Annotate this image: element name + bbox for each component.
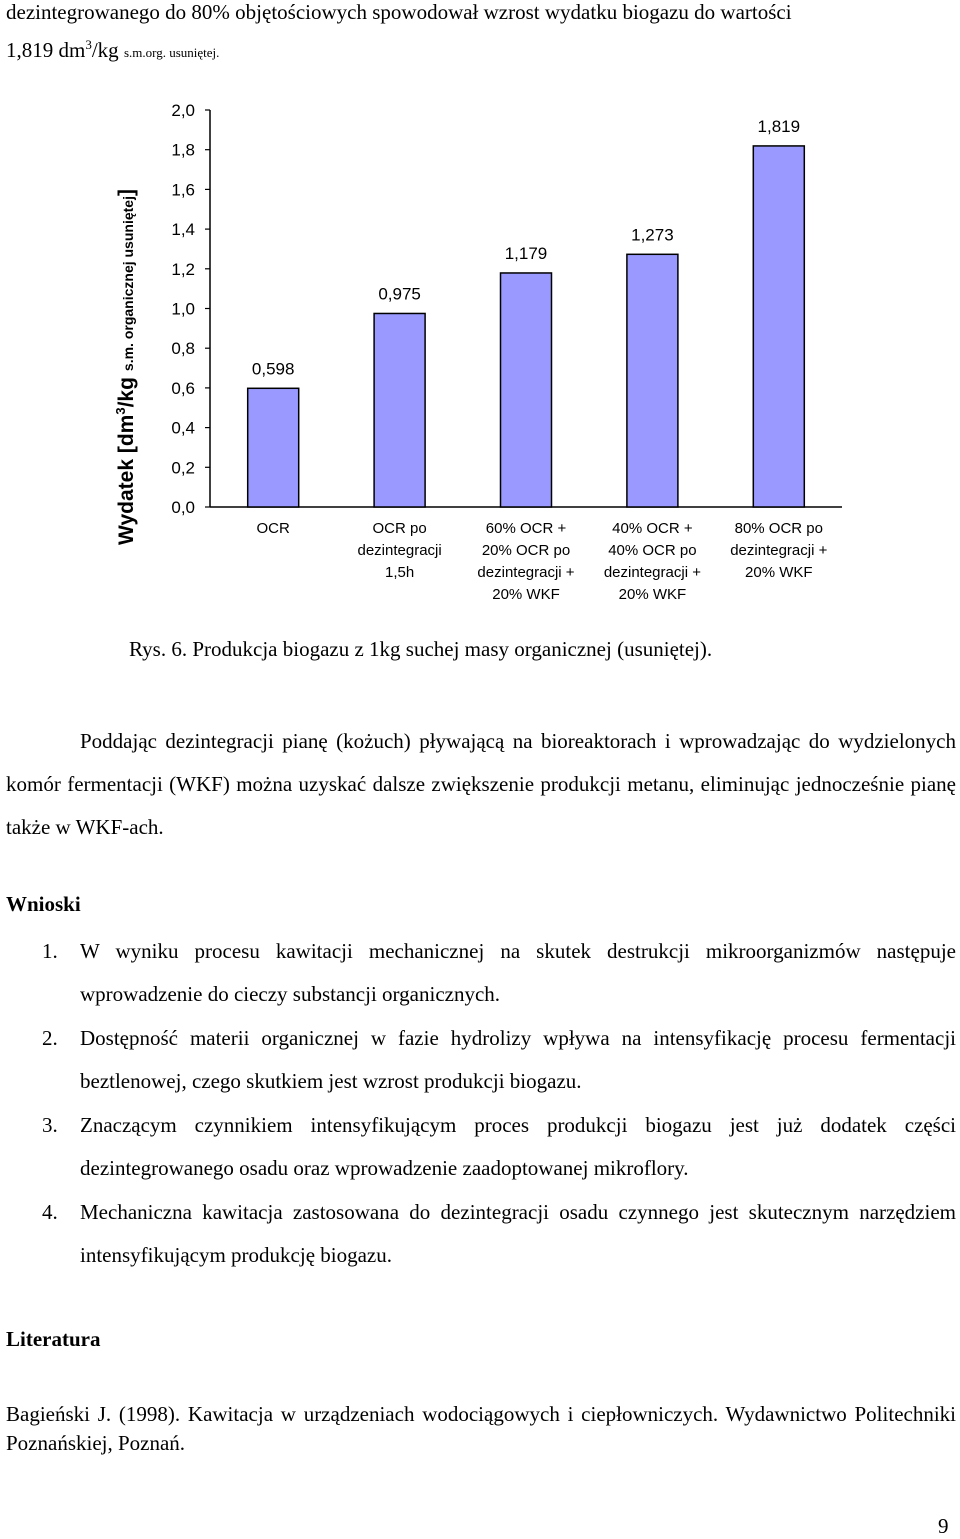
x-category-label: 20% WKF [745,564,813,581]
x-category-label: 80% OCR po [734,520,823,537]
conclusion-number: 2. [42,1026,58,1050]
x-category-label: 20% WKF [618,586,687,603]
unit-superscript: 3 [85,37,92,52]
literature-heading: Literatura [6,1327,101,1351]
bar [374,313,425,507]
y-axis-title-main: Wydatek [dm [115,414,138,545]
conclusion-text: Mechaniczna kawitacja zastosowana do dezintegracji osadu czynnego jest skutecznym narzędziem intensyfikującym produkcję biogazu. [80,1200,956,1267]
bar [501,273,552,507]
bar-value-label: 0,975 [378,284,421,304]
x-category-label: 40% OCR po [608,542,697,559]
y-axis-title-unit: /kg [115,377,138,408]
y-tick-label: 1,0 [171,299,195,319]
bar [753,146,804,507]
x-category-label: 20% OCR po [481,542,571,559]
paragraph-text: Poddając dezintegracji pianę (kożuch) pływającą na bioreaktorach i wprowadzając do wydzielonych komór fermentacji (WKF) można uzyskać dalsze zwiększenie produkcji metanu, eliminując jednocześnie pianę także w WKF-ach. [6,729,956,839]
conclusion-item [6,1017,956,1103]
bar-value-label: 1,273 [631,225,674,245]
conclusion-text: W wyniku procesu kawitacji mechanicznej na skutek destrukcji mikroorganizmów następuje wprowadzenie do cieczy substancji organicznych. [80,939,956,1006]
conclusion-number: 4. [42,1200,58,1224]
conclusion-number: 3. [42,1113,58,1137]
x-category-label: dezintegracji + [603,564,701,581]
bar [248,388,299,507]
conclusion-text: Znaczącym czynnikiem intensyfikującym proces produkcji biogazu jest już dodatek części dezintegrowanego osadu oraz wprowadzenie zaadoptowanej mikroflory. [80,1113,956,1180]
y-tick-label: 1,4 [171,220,195,240]
chart-bars [248,146,805,507]
x-category-label: 60% OCR + [485,520,567,537]
y-tick-label: 0,0 [171,498,195,517]
unit-subscript: s.m.org. usuniętej [123,45,217,60]
bar [627,254,678,507]
conclusion-item [6,1104,956,1190]
conclusion-text: Dostępność materii organicznej w fazie hydrolizy wpływa na intensyfikację procesu fermentacji beztlenowej, czego skutkiem jest wzrost produkcji biogazu. [80,1026,956,1093]
y-tick-label: 2,0 [171,101,195,120]
conclusions-heading: Wnioski [6,892,81,916]
conclusion-item [6,1191,956,1277]
y-tick-label: 1,2 [171,259,195,279]
x-category-label: dezintegracji + [477,564,575,581]
y-axis-title-small: s.m. organicznej usuniętej [120,196,136,372]
y-tick-label: 0,4 [171,418,195,438]
x-category-label: dezintegracji [357,542,442,559]
line-end-dot: . [216,45,220,60]
page-number: 9 [938,1514,949,1538]
text-line-value [6,38,219,63]
value-text: 1,819 dm [6,38,86,62]
x-category-label: OCR [256,520,290,537]
y-tick-label: 0,2 [171,458,195,478]
biogas-bar-chart [0,80,960,620]
y-axis-title [113,189,138,545]
conclusion-number: 1. [42,939,58,963]
y-axis-title-close: ] [115,189,138,197]
y-tick-label: 1,6 [171,180,195,200]
y-tick-label: 1,8 [171,140,195,160]
bar-value-label: 1,819 [757,116,801,136]
y-tick-label: 0,8 [171,339,195,359]
y-axis-title-sup: 3 [113,407,128,415]
unit-text: /kg [91,38,119,62]
x-category-label: 40% OCR + [612,520,693,537]
text-line-top: dezintegrowanego do 80% objętościowych spowodował wzrost wydatku biogazu do wartości [6,0,792,24]
body-paragraph [6,720,956,849]
bar-value-label: 1,179 [504,243,548,263]
x-category-label: 20% WKF [492,586,560,603]
figure-caption: Rys. 6. Produkcja biogazu z 1kg suchej masy organicznej (usuniętej). [129,637,713,661]
reference-entry: Bagieński J. (1998). Kawitacja w urządzeniach wodociągowych i ciepłowniczych. Wydawnictwo Politechniki Poznańskiej, Poznań. [6,1402,956,1455]
x-category-label: 1,5h [384,564,415,581]
bar-value-label: 0,598 [251,359,295,379]
conclusion-item [6,930,956,1016]
x-category-label: OCR po [372,520,427,537]
y-tick-label: 0,6 [171,378,195,398]
x-category-label: dezintegracji + [730,542,828,559]
y-axis-title-text [113,189,138,545]
